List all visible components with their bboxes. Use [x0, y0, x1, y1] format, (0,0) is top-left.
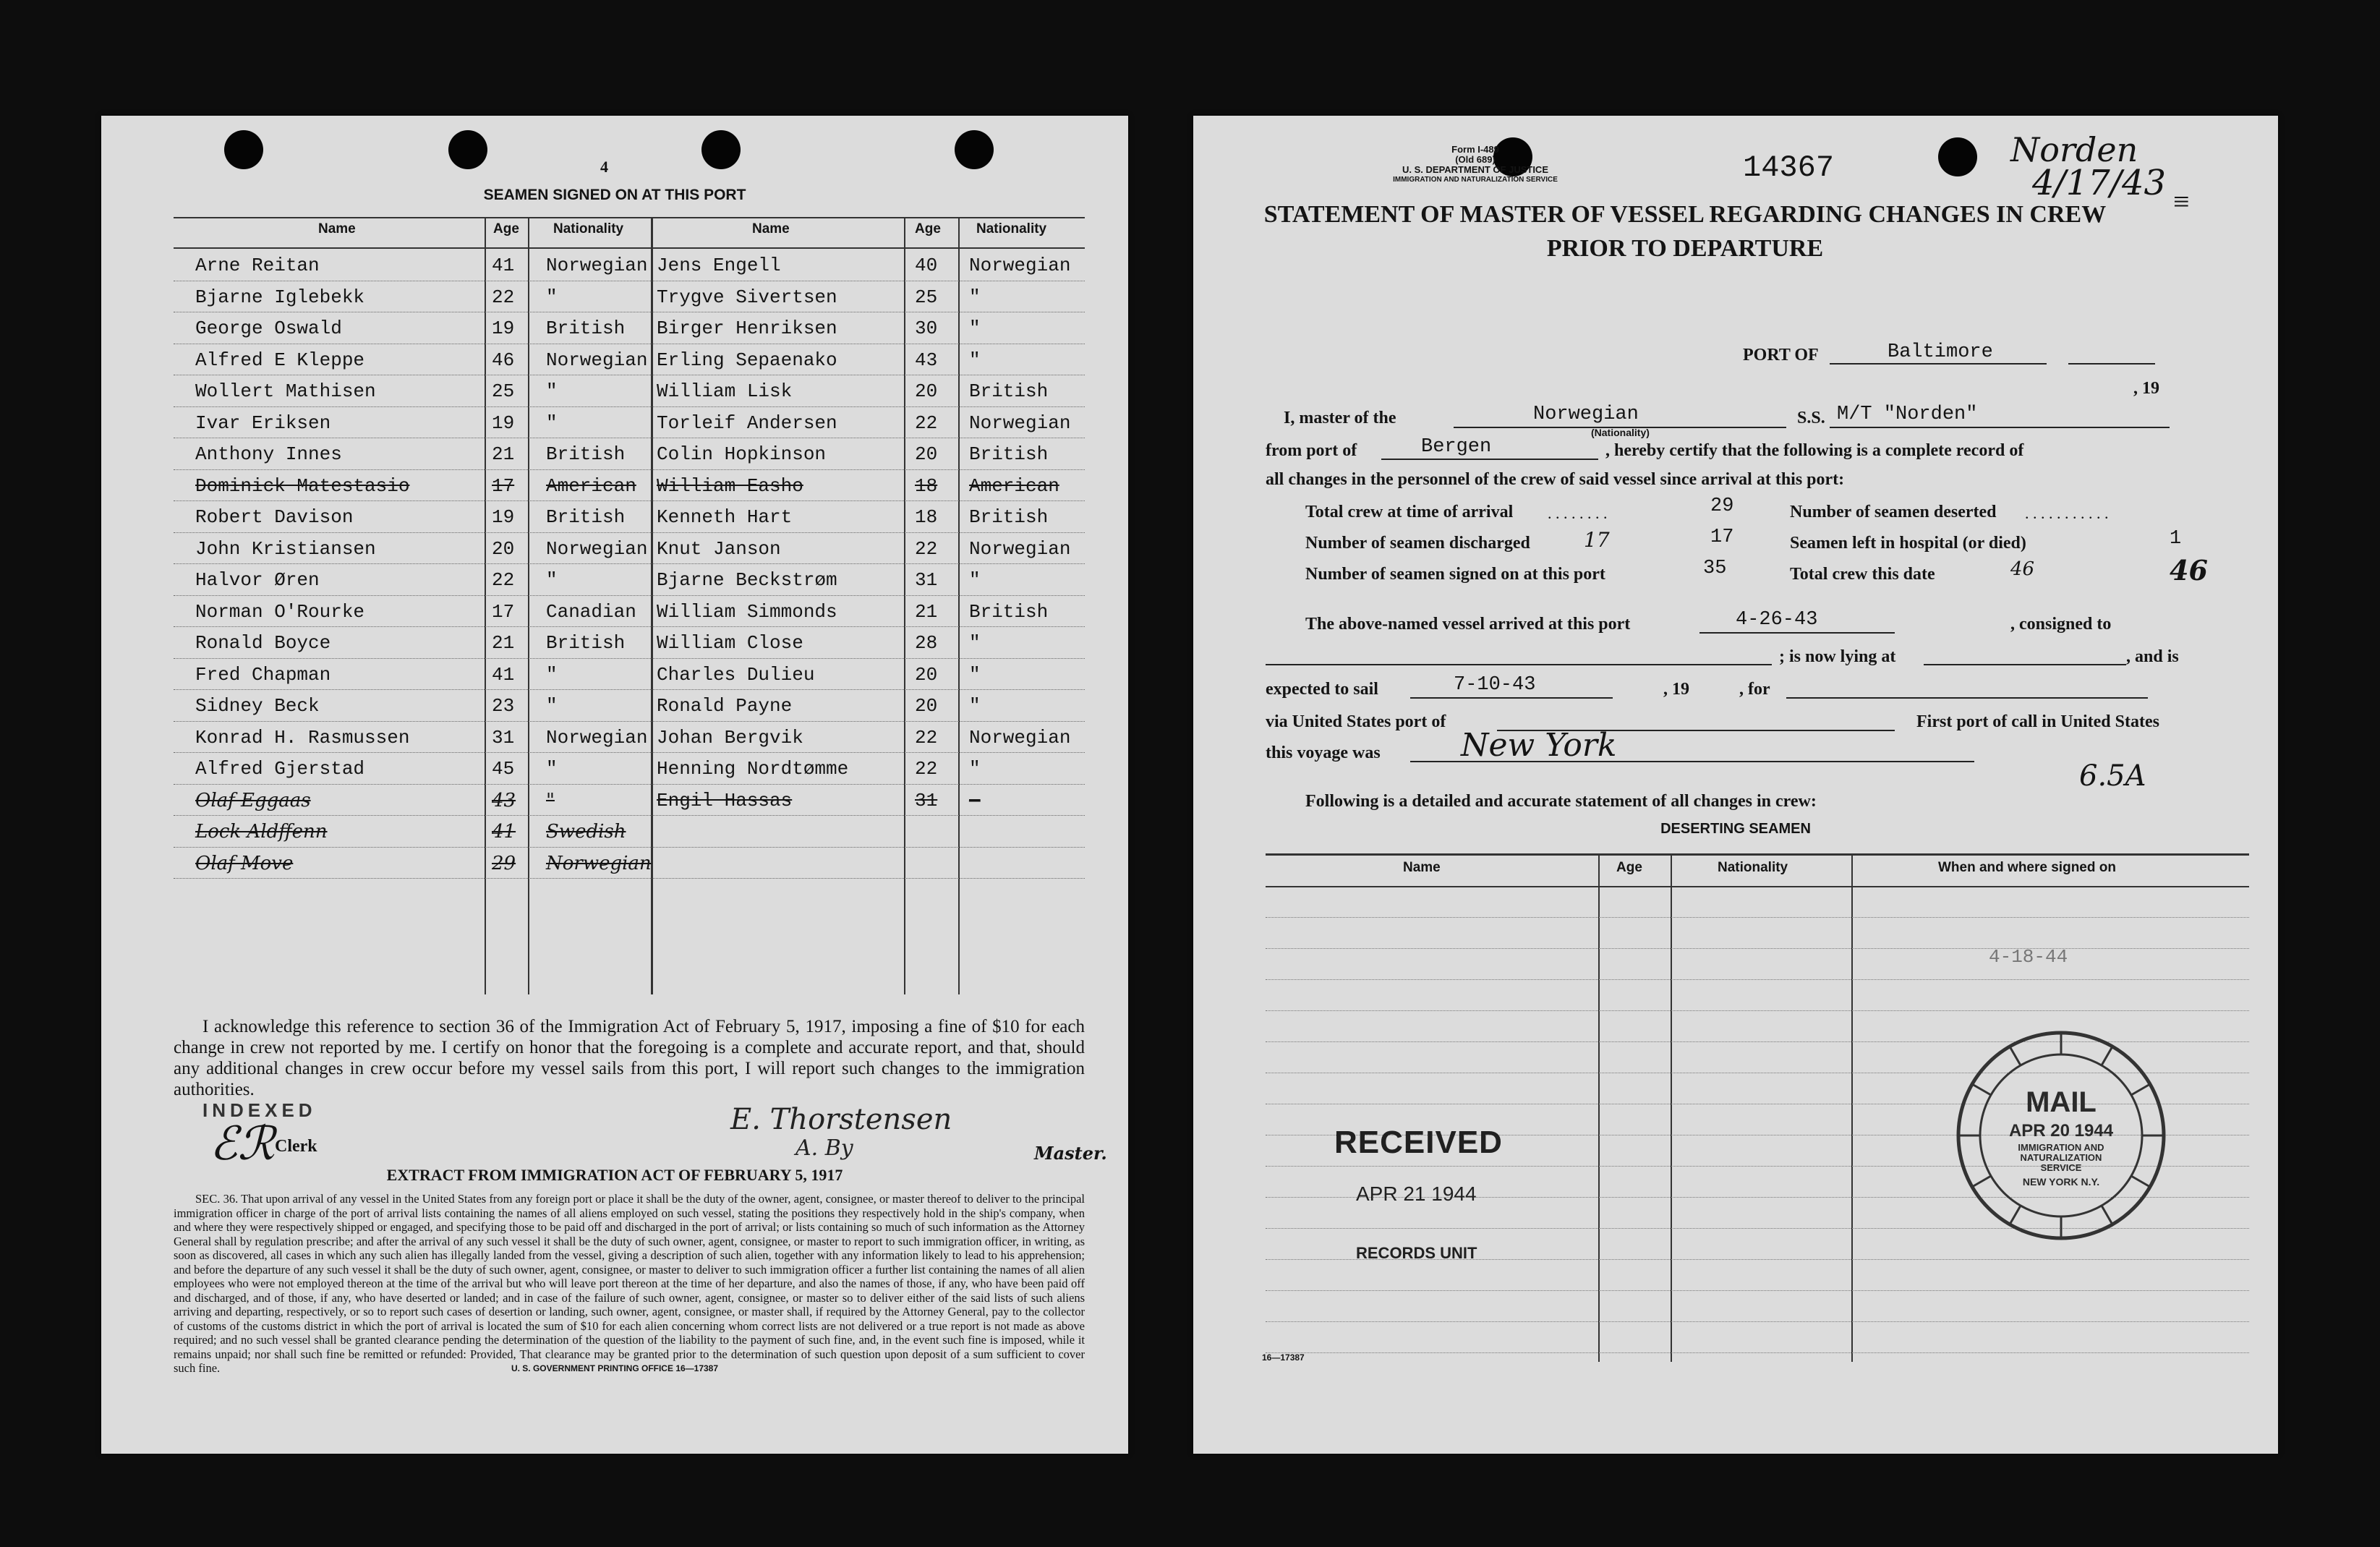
file-number: 14367 — [1743, 150, 1835, 185]
crew-age: 25 — [492, 380, 515, 402]
signed-on-value: 35 — [1703, 558, 1727, 579]
table-row — [174, 502, 1085, 533]
page-number: 4 — [600, 158, 608, 176]
crew-nationality: — — [969, 789, 981, 811]
extract-title: EXTRACT FROM IMMIGRATION ACT OF FEBRUARY 5, 1917 — [386, 1166, 843, 1184]
desert-note: 4-18-44 — [1989, 946, 2068, 968]
crew-age: 17 — [492, 474, 515, 497]
crew-name: Olaf Move — [195, 852, 294, 874]
table-row — [174, 408, 1085, 439]
clerk-label: Clerk — [275, 1137, 317, 1156]
crew-table — [174, 217, 1085, 994]
table-row — [174, 565, 1085, 596]
form-number: Form I-489 — [1451, 144, 1499, 155]
service-name: IMMIGRATION AND NATURALIZATION SERVICE — [1393, 176, 1558, 184]
crew-nationality: American — [546, 474, 636, 497]
crew-age: 23 — [492, 695, 515, 717]
crew-name: Jens Engell — [657, 255, 781, 276]
crew-name: Anthony Innes — [195, 443, 342, 465]
left-footer: U. S. GOVERNMENT PRINTING OFFICE 16—17387 — [511, 1363, 719, 1373]
crew-age: 31 — [915, 789, 938, 811]
crew-age: 43 — [915, 349, 938, 371]
deserting-title: DESERTING SEAMEN — [1660, 821, 1811, 837]
crew-nationality: " — [546, 789, 555, 811]
crew-nationality: Norwegian — [546, 852, 652, 874]
discharged-circled: 17 — [1584, 528, 1610, 552]
master-signature-sub: A. By — [796, 1135, 853, 1161]
total-crew-arrival-value: 29 — [1710, 495, 1734, 517]
voyage-value: New York — [1461, 727, 1617, 764]
punch-hole — [955, 130, 994, 169]
master-of-label: I, master of the — [1284, 409, 1396, 427]
table-row — [174, 597, 1085, 628]
crew-nationality: Norwegian — [546, 349, 648, 371]
crew-age: 41 — [492, 663, 515, 686]
crew-age: 21 — [492, 632, 515, 654]
crew-nationality: " — [969, 286, 981, 308]
dot-leader: . . . . . . . . — [1548, 504, 1608, 522]
master-label: Master. — [1034, 1143, 1107, 1164]
crew-nationality: " — [969, 318, 981, 339]
crew-name: Alfred Gjerstad — [195, 758, 365, 780]
nationality-caption: (Nationality) — [1591, 427, 1650, 438]
crew-age: 20 — [915, 380, 938, 402]
table-row — [174, 660, 1085, 691]
table-row — [174, 250, 1085, 281]
lying-label: ; is now lying at — [1779, 647, 1896, 666]
crew-name: Erling Sepaenako — [657, 349, 837, 371]
section-title: SEAMEN SIGNED ON AT THIS PORT — [483, 187, 746, 203]
table-row — [174, 848, 1085, 879]
table-rule — [1266, 1321, 2249, 1322]
crew-name: Kenneth Hart — [657, 506, 793, 528]
hospital-label: Seamen left in hospital (or died) — [1790, 534, 2026, 553]
crew-name: Ronald Boyce — [195, 632, 331, 654]
crew-age: 29 — [492, 852, 516, 874]
port-value: Baltimore — [1888, 341, 1993, 363]
crew-age: 31 — [915, 569, 938, 591]
crew-name: William Close — [657, 632, 803, 654]
col-header-age: Age — [493, 221, 519, 236]
crew-nationality: Swedish — [546, 821, 626, 843]
crew-nationality: " — [969, 758, 981, 780]
desert-header-age: Age — [1616, 860, 1642, 875]
crew-age: 19 — [492, 412, 515, 434]
sail-label: expected to sail — [1266, 680, 1378, 699]
sail-value: 7-10-43 — [1454, 674, 1536, 696]
discharged-value: 17 — [1710, 527, 1734, 548]
discharged-label: Number of seamen discharged — [1305, 534, 1530, 553]
changes-text: all changes in the personnel of the crew of said vessel since arrival at this port: — [1266, 470, 1845, 489]
date-annotation: 4/17/43 — [2032, 163, 2167, 203]
indexed-stamp: INDEXED — [202, 1099, 317, 1121]
and-is-label: , and is — [2126, 647, 2179, 666]
crew-age: 18 — [915, 474, 938, 497]
crew-age: 31 — [492, 726, 515, 749]
crew-age: 20 — [915, 443, 938, 465]
received-stamp: RECEIVED — [1334, 1125, 1503, 1160]
crew-name: John Kristiansen — [195, 537, 376, 560]
crew-age: 45 — [492, 758, 515, 780]
crew-nationality: British — [546, 443, 626, 465]
crew-nationality: Norwegian — [969, 726, 1071, 749]
table-rule — [1266, 1290, 2249, 1291]
total-today-value: 46 — [2170, 554, 2208, 587]
crew-age: 22 — [492, 569, 515, 591]
signed-on-label: Number of seamen signed on at this port — [1305, 565, 1605, 584]
table-row — [174, 439, 1085, 470]
department: U. S. DEPARTMENT OF JUSTICE — [1402, 164, 1548, 175]
dot-leader: . . . . . . . . . . . — [2025, 504, 2109, 522]
table-row — [174, 345, 1085, 376]
crew-name: William Simmonds — [657, 600, 837, 623]
crew-name: Konrad H. Rasmussen — [195, 726, 410, 749]
crew-age: 21 — [492, 443, 515, 465]
crew-nationality: " — [546, 695, 558, 717]
punch-hole — [701, 130, 741, 169]
crew-age: 25 — [915, 286, 938, 308]
crew-name: Robert Davison — [195, 506, 354, 528]
crew-nationality: " — [546, 569, 558, 591]
crew-name: Knut Janson — [657, 537, 781, 560]
following-label: Following is a detailed and accurate statement of all changes in crew: — [1305, 792, 1817, 811]
crew-name: Torleif Andersen — [657, 412, 837, 434]
crew-name: Ronald Payne — [657, 695, 793, 717]
nationality-value: Norwegian — [1533, 404, 1639, 425]
table-row — [174, 376, 1085, 407]
ss-label: S.S. — [1797, 409, 1825, 427]
crew-nationality: " — [969, 695, 981, 717]
total-today-label: Total crew this date — [1790, 565, 1935, 584]
voyage-label: this voyage was — [1266, 743, 1381, 762]
crew-name: Lock Aldffenn — [195, 821, 328, 843]
acknowledgment-text: I acknowledge this reference to section 36 of the Immigration Act of February 5, 1917, imposing a fine of $10 for each change in crew not reported by me. I certify on honor that the foregoing is a complete and accurate report, and that, should any additional changes in crew occur before my vessel sails from this port, I will report such changes to the immigration authorities. — [174, 1017, 1085, 1099]
via-label: via United States port of — [1266, 712, 1446, 731]
table-row — [174, 817, 1085, 848]
total-crew-arrival-label: Total crew at time of arrival — [1305, 503, 1514, 521]
crew-age: 20 — [915, 663, 938, 686]
hospital-value: 1 — [2170, 528, 2182, 550]
crew-name: William Lisk — [657, 380, 793, 402]
table-row — [174, 691, 1085, 722]
year-suffix-2: , 19 — [1663, 680, 1689, 699]
crew-age: 19 — [492, 506, 515, 528]
crew-age: 22 — [492, 286, 515, 308]
desert-header-when: When and where signed on — [1938, 860, 2116, 875]
crew-age: 46 — [492, 349, 515, 371]
crew-name: Halvor Øren — [195, 569, 320, 591]
table-row — [174, 534, 1085, 565]
table-row — [174, 628, 1085, 659]
consigned-label: , consigned to — [2010, 615, 2112, 634]
stamp-city: NEW YORK N.Y. — [2022, 1176, 2100, 1188]
crew-nationality: Norwegian — [546, 255, 648, 276]
form-subtitle: PRIOR TO DEPARTURE — [1546, 235, 1824, 262]
col-header-age: Age — [915, 221, 941, 236]
table-row — [174, 471, 1085, 502]
table-rule — [1266, 948, 2249, 949]
crew-nationality: " — [969, 632, 981, 654]
right-page — [1193, 116, 2278, 1454]
crew-age: 22 — [915, 758, 938, 780]
crew-age: 20 — [915, 695, 938, 717]
crew-nationality: Norwegian — [546, 726, 648, 749]
table-row — [174, 313, 1085, 344]
crew-nationality: " — [546, 380, 558, 402]
crew-name: Wollert Mathisen — [195, 380, 376, 402]
first-port-label: First port of call in United States — [1916, 712, 2159, 731]
crew-nationality: " — [546, 758, 558, 780]
crew-nationality: British — [969, 443, 1049, 465]
crew-age: 21 — [915, 600, 938, 623]
crew-age: 18 — [915, 506, 938, 528]
crew-age: 28 — [915, 632, 938, 654]
crew-age: 41 — [492, 255, 515, 276]
table-rule — [1266, 1010, 2249, 1011]
crew-name: Charles Dulieu — [657, 663, 815, 686]
crew-nationality: " — [969, 349, 981, 371]
crew-nationality: British — [546, 632, 626, 654]
records-unit: RECORDS UNIT — [1356, 1244, 1477, 1262]
crew-name: Dominick Matestasio — [195, 474, 410, 497]
table-rule — [1266, 1352, 2249, 1353]
left-page — [101, 116, 1128, 1454]
crew-nationality: British — [969, 506, 1049, 528]
punch-hole — [1938, 137, 1977, 176]
crew-nationality: " — [546, 663, 558, 686]
crew-nationality: British — [969, 380, 1049, 402]
crew-name: Arne Reitan — [195, 255, 320, 276]
desert-header-nationality: Nationality — [1718, 860, 1788, 875]
arrived-label: The above-named vessel arrived at this port — [1305, 615, 1631, 634]
crew-nationality: " — [546, 286, 558, 308]
stamp-mail: MAIL — [2026, 1086, 2097, 1118]
crew-name: Colin Hopkinson — [657, 443, 827, 465]
form-header — [1381, 145, 1569, 185]
crew-name: George Oswald — [195, 318, 342, 339]
crew-name: Engil Hassas — [657, 789, 793, 811]
year-suffix: , 19 — [2133, 379, 2159, 398]
crew-age: 22 — [915, 412, 938, 434]
certify-text: , hereby certify that the following is a complete record of — [1605, 441, 2024, 460]
table-row — [174, 754, 1085, 785]
master-signature: E. Thorstensen — [730, 1103, 952, 1136]
crew-age: 40 — [915, 255, 938, 276]
crew-nationality: American — [969, 474, 1059, 497]
crew-name: William Easho — [657, 474, 803, 497]
deserted-label: Number of seamen deserted — [1790, 503, 1997, 521]
crew-name: Norman O'Rourke — [195, 600, 365, 623]
col-header-nationality: Nationality — [976, 221, 1047, 236]
form-old-number: (Old 689) — [1455, 154, 1496, 165]
from-port-value: Bergen — [1421, 436, 1492, 458]
crew-nationality: Norwegian — [969, 537, 1071, 560]
right-footer: 16—17387 — [1262, 1352, 1305, 1363]
crew-name: Henning Nordtømme — [657, 758, 849, 780]
for-label: , for — [1739, 680, 1770, 699]
crew-name: Bjarne Iglebekk — [195, 286, 365, 308]
col-header-name: Name — [318, 221, 356, 236]
table-row — [174, 282, 1085, 313]
form-title: STATEMENT OF MASTER OF VESSEL REGARDING CHANGES IN CREW — [1263, 201, 2107, 228]
port-label: PORT OF — [1743, 346, 1819, 365]
col-header-nationality: Nationality — [553, 221, 624, 236]
table-rule — [1266, 979, 2249, 980]
table-rule — [1266, 917, 2249, 918]
extract-text: SEC. 36. That upon arrival of any vessel in the United States from any foreign port or place it shall be the duty of the owner, agent, consignee, or master thereof to deliver to the principal immigration officer in charge of the port of arrival lists containing the names of all aliens employed on such vessel, stating the positions they respectively hold in the ship's company, when and where they were respectively shipped or engaged, and specifying those to be paid off and discharged in the port of arrival; or lists containing so much of such information as the Attorney General shall by regulation prescribe; and after the arrival of any such vessel it shall be the duty of such owner, agent, consignee, or master to report to such immigration officer, in writing, as soon as discovered, all cases in which any such alien has illegally landed from the vessel, giving a description of such alien, together with any information likely to lead to his apprehension; and before the departure of any such vessel it shall be the duty of such owner, agent, consignee, or master to deliver to such immigration officer a further list containing the names of all alien employees who were not employed thereon at the time of the arrival but who will leave port thereon at the time of her departure, and also the names of those, if any, who have been paid off and discharged, and of those, if any, who have deserted or landed; and in case of the failure of such owner, agent, consignee, or master so to deliver either of the said lists of such aliens arriving and departing, respectively, or so to report such cases of desertion or landing, such owner, agent, consignee, or master shall, if required by the Attorney General, pay to the collector of customs of the customs district in which the port of arrival is located the sum of $10 for each alien concerning whom correct lists are not delivered or a true report is not made as above required; and no such vessel shall be granted clearance pending the determination of the question of the liability to the payment of such fine, and, in the event such fine is imposed, while it remains unpaid; nor shall such fine be remitted or refunded: Provided, That clearance may be granted prior to the determination of such question upon deposit of a sum sufficient to cover such fine. — [174, 1192, 1085, 1375]
ship-name: M/T "Norden" — [1837, 404, 1978, 425]
underline-mark: ≡ — [2173, 185, 2190, 218]
crew-name: Alfred E Kleppe — [195, 349, 365, 371]
crew-age: 22 — [915, 726, 938, 749]
crew-nationality: " — [546, 412, 558, 434]
crew-age: 30 — [915, 318, 938, 339]
crew-nationality: British — [546, 506, 626, 528]
crew-age: 41 — [492, 821, 516, 843]
crew-nationality: " — [969, 663, 981, 686]
stamp-date: APR 20 1944 — [2008, 1121, 2114, 1141]
crew-age: 43 — [492, 789, 516, 811]
crew-nationality: Norwegian — [969, 412, 1071, 434]
crew-nationality: British — [969, 600, 1049, 623]
mail-stamp — [1953, 1027, 2170, 1244]
col-header-name: Name — [752, 221, 790, 236]
table-row — [174, 785, 1085, 817]
desert-header-name: Name — [1403, 860, 1441, 875]
crew-nationality: Norwegian — [969, 255, 1071, 276]
punch-hole — [448, 130, 487, 169]
crew-nationality: Norwegian — [546, 537, 648, 560]
crew-nationality: British — [546, 318, 626, 339]
from-port-label: from port of — [1266, 441, 1357, 460]
total-today-circled: 46 — [2010, 558, 2035, 580]
received-date: APR 21 1944 — [1356, 1182, 1477, 1205]
crew-age: 17 — [492, 600, 515, 623]
crew-age: 22 — [915, 537, 938, 560]
clerk-initials: ℰℛ — [210, 1117, 275, 1171]
code-annotation: 6.5A — [2079, 759, 2146, 793]
crew-age: 20 — [492, 537, 515, 560]
crew-age: 19 — [492, 318, 515, 339]
crew-name: Bjarne Beckstrøm — [657, 569, 837, 591]
crew-name: Birger Henriksen — [657, 318, 837, 339]
crew-name: Johan Bergvik — [657, 726, 803, 749]
punch-hole — [224, 130, 263, 169]
crew-name: Trygve Sivertsen — [657, 286, 837, 308]
crew-nationality: Canadian — [546, 600, 636, 623]
table-row — [174, 723, 1085, 754]
crew-nationality: " — [969, 569, 981, 591]
crew-name: Fred Chapman — [195, 663, 331, 686]
stamp-service: IMMIGRATION AND NATURALIZATION SERVICE — [2018, 1142, 2104, 1173]
crew-name: Ivar Eriksen — [195, 412, 331, 434]
vessel-annotation: Norden — [2010, 130, 2138, 169]
crew-name: Olaf Eggaas — [195, 789, 311, 811]
arrived-value: 4-26-43 — [1736, 609, 1818, 631]
crew-name: Sidney Beck — [195, 695, 320, 717]
